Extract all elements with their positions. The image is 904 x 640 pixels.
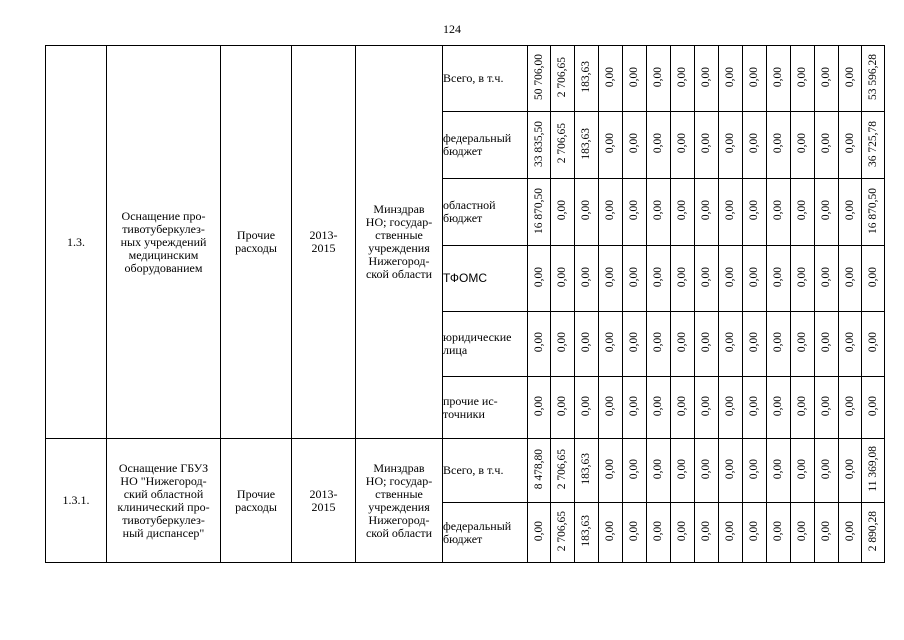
period: 2013- 2015 xyxy=(292,439,356,563)
value-text: 0,00 xyxy=(724,133,736,154)
value-cell xyxy=(647,179,671,246)
value-cell xyxy=(719,377,743,439)
value-text: 0,00 xyxy=(866,395,879,417)
value-cell xyxy=(767,312,791,377)
value-cell xyxy=(695,439,719,503)
value-cell xyxy=(528,439,551,503)
value-cell xyxy=(719,112,743,179)
value-cell xyxy=(551,377,575,439)
value-cell xyxy=(671,312,695,377)
value-cell xyxy=(528,377,551,439)
value-text: 0,00 xyxy=(652,395,664,417)
value-cell xyxy=(599,377,623,439)
value-cell xyxy=(599,246,623,312)
value-text: 0,00 xyxy=(724,520,736,542)
value-cell xyxy=(647,503,671,563)
value-cell xyxy=(671,377,695,439)
value-text: 0,00 xyxy=(748,520,760,542)
expense-type: Прочие расходы xyxy=(221,439,292,563)
value-cell xyxy=(575,246,599,312)
value-cell xyxy=(623,112,647,179)
value-cell xyxy=(599,46,623,112)
value-cell xyxy=(791,312,815,377)
value-cell xyxy=(528,503,551,563)
value-text: 0,00 xyxy=(843,133,856,154)
value-text: 0,00 xyxy=(820,133,832,154)
value-text: 0,00 xyxy=(796,200,808,221)
value-text: 0,00 xyxy=(772,200,784,221)
value-text: 0,00 xyxy=(700,395,712,417)
value-cell xyxy=(767,246,791,312)
value-text: 0,00 xyxy=(796,266,808,288)
value-cell xyxy=(862,246,885,312)
funding-source: Всего, в т.ч. xyxy=(443,46,528,112)
value-text: 0,00 xyxy=(628,266,640,288)
value-cell xyxy=(719,312,743,377)
value-text: 0,00 xyxy=(604,395,616,417)
value-cell xyxy=(551,46,575,112)
value-cell xyxy=(767,179,791,246)
value-text: 53 596,28 xyxy=(866,54,879,100)
expense-type: Прочие расходы xyxy=(221,46,292,439)
measure-code: 1.3.1. xyxy=(46,439,107,563)
value-cell xyxy=(839,439,862,503)
value-cell xyxy=(647,246,671,312)
value-cell xyxy=(623,246,647,312)
value-cell xyxy=(551,439,575,503)
value-text: 0,00 xyxy=(532,395,545,417)
value-cell xyxy=(671,246,695,312)
funding-source: прочие ис- точники xyxy=(443,377,528,439)
value-text: 0,00 xyxy=(796,66,808,88)
value-cell xyxy=(839,377,862,439)
value-text: 0,00 xyxy=(604,133,616,154)
value-text: 0,00 xyxy=(652,200,664,221)
table-row xyxy=(46,439,885,503)
value-text: 0,00 xyxy=(676,520,688,542)
value-cell xyxy=(862,503,885,563)
value-cell xyxy=(623,46,647,112)
value-text: 0,00 xyxy=(748,66,760,88)
value-cell xyxy=(791,246,815,312)
value-text: 0,00 xyxy=(676,266,688,288)
measure-code: 1.3. xyxy=(46,46,107,439)
value-cell xyxy=(551,179,575,246)
value-cell xyxy=(575,312,599,377)
value-cell xyxy=(743,46,767,112)
value-cell xyxy=(599,312,623,377)
value-text: 2 706,65 xyxy=(556,510,568,552)
value-cell xyxy=(767,46,791,112)
value-text: 0,00 xyxy=(843,332,856,353)
value-cell xyxy=(647,439,671,503)
value-text: 0,00 xyxy=(748,332,760,353)
value-cell xyxy=(839,179,862,246)
value-text: 0,00 xyxy=(700,520,712,542)
value-text: 0,00 xyxy=(772,332,784,353)
value-text: 0,00 xyxy=(748,200,760,221)
value-text: 2 706,65 xyxy=(556,448,568,490)
value-cell xyxy=(695,377,719,439)
value-cell xyxy=(575,179,599,246)
value-cell xyxy=(719,179,743,246)
value-cell xyxy=(599,503,623,563)
value-text: 0,00 xyxy=(652,133,664,154)
value-text: 0,00 xyxy=(700,200,712,221)
value-cell xyxy=(815,112,839,179)
value-text: 0,00 xyxy=(724,200,736,221)
value-cell xyxy=(647,46,671,112)
funding-source: федеральный бюджет xyxy=(443,112,528,179)
value-text: 0,00 xyxy=(772,266,784,288)
value-text: 0,00 xyxy=(652,66,664,88)
funding-source: юридические лица xyxy=(443,312,528,377)
value-text: 8 478,80 xyxy=(532,448,545,490)
value-cell xyxy=(528,179,551,246)
value-cell xyxy=(743,377,767,439)
value-cell xyxy=(623,377,647,439)
value-cell xyxy=(551,503,575,563)
value-text: 50 706,00 xyxy=(532,54,545,100)
value-text: 0,00 xyxy=(532,520,545,542)
budget-table xyxy=(45,45,885,563)
value-cell xyxy=(743,503,767,563)
value-text: 0,00 xyxy=(820,332,832,353)
funding-source: ТФОМС xyxy=(443,246,528,312)
value-text: 0,00 xyxy=(820,395,832,417)
value-cell xyxy=(791,503,815,563)
value-text: 0,00 xyxy=(628,133,640,154)
value-cell xyxy=(695,503,719,563)
value-text: 0,00 xyxy=(748,395,760,417)
value-cell xyxy=(671,46,695,112)
value-text: 0,00 xyxy=(748,266,760,288)
value-text: 0,00 xyxy=(628,66,640,88)
value-text: 0,00 xyxy=(580,332,592,353)
value-cell xyxy=(647,377,671,439)
value-cell xyxy=(815,503,839,563)
value-text: 0,00 xyxy=(796,458,808,480)
value-cell xyxy=(695,112,719,179)
value-text: 0,00 xyxy=(843,520,856,542)
value-cell xyxy=(815,46,839,112)
value-cell xyxy=(791,377,815,439)
value-text: 0,00 xyxy=(724,395,736,417)
value-cell xyxy=(671,503,695,563)
value-text: 0,00 xyxy=(628,395,640,417)
value-cell xyxy=(623,439,647,503)
value-text: 0,00 xyxy=(628,332,640,353)
value-cell xyxy=(623,503,647,563)
value-cell xyxy=(791,179,815,246)
value-cell xyxy=(719,246,743,312)
value-cell xyxy=(575,46,599,112)
value-text: 0,00 xyxy=(532,332,545,353)
value-cell xyxy=(528,312,551,377)
value-cell xyxy=(743,112,767,179)
value-cell xyxy=(551,112,575,179)
value-cell xyxy=(623,179,647,246)
value-text: 0,00 xyxy=(843,200,856,221)
value-text: 0,00 xyxy=(676,200,688,221)
funding-source: областной бюджет xyxy=(443,179,528,246)
value-text: 0,00 xyxy=(820,200,832,221)
value-cell xyxy=(767,377,791,439)
value-cell xyxy=(599,112,623,179)
value-text: 0,00 xyxy=(604,458,616,480)
value-text: 0,00 xyxy=(652,266,664,288)
value-cell xyxy=(551,312,575,377)
value-text: 0,00 xyxy=(700,66,712,88)
value-cell xyxy=(575,112,599,179)
value-cell xyxy=(862,312,885,377)
value-text: 2 706,65 xyxy=(556,123,568,164)
value-text: 0,00 xyxy=(676,332,688,353)
value-text: 0,00 xyxy=(700,266,712,288)
value-cell xyxy=(528,112,551,179)
value-cell xyxy=(695,312,719,377)
value-cell xyxy=(623,312,647,377)
value-text: 36 725,78 xyxy=(866,120,879,167)
value-text: 0,00 xyxy=(604,520,616,542)
value-text: 0,00 xyxy=(580,395,592,417)
value-text: 0,00 xyxy=(556,200,568,221)
value-cell xyxy=(743,312,767,377)
value-text: 0,00 xyxy=(676,395,688,417)
value-text: 0,00 xyxy=(556,332,568,353)
value-cell xyxy=(743,439,767,503)
value-cell xyxy=(599,439,623,503)
value-cell xyxy=(815,439,839,503)
value-cell xyxy=(839,312,862,377)
value-text: 0,00 xyxy=(820,66,832,88)
value-text: 0,00 xyxy=(772,66,784,88)
value-cell xyxy=(671,439,695,503)
value-cell xyxy=(791,112,815,179)
value-cell xyxy=(862,179,885,246)
value-cell xyxy=(862,439,885,503)
value-cell xyxy=(815,377,839,439)
value-text: 0,00 xyxy=(700,133,712,154)
value-text: 0,00 xyxy=(820,458,832,480)
table-body xyxy=(46,46,885,563)
value-cell xyxy=(695,179,719,246)
measure-name: Оснащение ГБУЗ НО "Нижегород- ский областной клинический про- тивотуберкулез- ный диспансер" xyxy=(107,439,221,563)
value-text: 0,00 xyxy=(628,520,640,542)
value-cell xyxy=(719,503,743,563)
value-cell xyxy=(767,503,791,563)
value-text: 0,00 xyxy=(796,332,808,353)
value-text: 0,00 xyxy=(796,395,808,417)
value-cell xyxy=(767,112,791,179)
value-text: 0,00 xyxy=(628,458,640,480)
value-cell xyxy=(671,112,695,179)
value-cell xyxy=(767,439,791,503)
value-cell xyxy=(815,312,839,377)
value-text: 183,63 xyxy=(580,127,592,160)
value-text: 0,00 xyxy=(772,520,784,542)
table-row xyxy=(46,46,885,112)
value-cell xyxy=(575,503,599,563)
value-cell xyxy=(695,46,719,112)
value-cell xyxy=(862,377,885,439)
value-text: 0,00 xyxy=(724,266,736,288)
value-text: 0,00 xyxy=(748,458,760,480)
value-text: 2 890,28 xyxy=(866,510,879,552)
value-text: 16 870,50 xyxy=(866,187,879,234)
executor: Минздрав НО; государ- ственные учреждения Нижегород- ской области xyxy=(356,46,443,439)
value-text: 0,00 xyxy=(843,66,856,88)
value-cell xyxy=(575,377,599,439)
value-cell xyxy=(719,439,743,503)
value-cell xyxy=(647,112,671,179)
value-cell xyxy=(743,246,767,312)
value-text: 16 870,50 xyxy=(532,187,545,234)
value-cell xyxy=(839,46,862,112)
value-cell xyxy=(528,246,551,312)
value-cell xyxy=(791,46,815,112)
value-text: 183,63 xyxy=(580,453,592,485)
value-text: 0,00 xyxy=(652,458,664,480)
value-cell xyxy=(575,439,599,503)
value-cell xyxy=(839,503,862,563)
value-text: 0,00 xyxy=(820,520,832,542)
value-cell xyxy=(719,46,743,112)
value-cell xyxy=(695,246,719,312)
value-text: 0,00 xyxy=(628,200,640,221)
value-text: 0,00 xyxy=(843,458,856,480)
value-text: 0,00 xyxy=(580,200,592,221)
funding-source: Всего, в т.ч. xyxy=(443,439,528,503)
value-cell xyxy=(599,179,623,246)
value-text: 0,00 xyxy=(676,458,688,480)
value-cell xyxy=(839,112,862,179)
page-number: 124 xyxy=(443,22,461,36)
value-text: 0,00 xyxy=(652,332,664,353)
value-text: 0,00 xyxy=(604,332,616,353)
value-text: 0,00 xyxy=(843,266,856,288)
value-text: 0,00 xyxy=(843,395,856,417)
value-text: 0,00 xyxy=(796,133,808,154)
value-text: 0,00 xyxy=(556,266,568,288)
value-text: 33 835,50 xyxy=(532,120,545,167)
value-text: 0,00 xyxy=(724,458,736,480)
value-cell xyxy=(815,246,839,312)
value-text: 0,00 xyxy=(580,266,592,288)
value-text: 0,00 xyxy=(772,458,784,480)
value-text: 0,00 xyxy=(748,133,760,154)
measure-name: Оснащение про- тивотуберкулез- ных учреждений медицинским оборудованием xyxy=(107,46,221,439)
value-text: 0,00 xyxy=(604,266,616,288)
value-text: 2 706,65 xyxy=(556,56,568,98)
value-cell xyxy=(528,46,551,112)
value-text: 0,00 xyxy=(604,66,616,88)
value-cell xyxy=(551,246,575,312)
executor: Минздрав НО; государ- ственные учреждения Нижегород- ской области xyxy=(356,439,443,563)
value-cell xyxy=(743,179,767,246)
value-text: 0,00 xyxy=(724,332,736,353)
value-text: 183,63 xyxy=(580,515,592,547)
value-text: 0,00 xyxy=(866,332,879,353)
value-text: 0,00 xyxy=(676,133,688,154)
value-cell xyxy=(862,46,885,112)
value-cell xyxy=(815,179,839,246)
value-cell xyxy=(791,439,815,503)
value-text: 0,00 xyxy=(532,266,545,288)
value-text: 0,00 xyxy=(820,266,832,288)
value-cell xyxy=(671,179,695,246)
funding-source: федеральный бюджет xyxy=(443,503,528,563)
value-text: 0,00 xyxy=(652,520,664,542)
value-cell xyxy=(862,112,885,179)
value-text: 11 369,08 xyxy=(866,446,879,492)
value-text: 0,00 xyxy=(556,395,568,417)
value-text: 0,00 xyxy=(700,458,712,480)
period: 2013- 2015 xyxy=(292,46,356,439)
value-cell xyxy=(839,246,862,312)
value-text: 0,00 xyxy=(604,200,616,221)
value-cell xyxy=(647,312,671,377)
value-text: 183,63 xyxy=(580,61,592,93)
value-text: 0,00 xyxy=(700,332,712,353)
value-text: 0,00 xyxy=(772,395,784,417)
value-text: 0,00 xyxy=(796,520,808,542)
value-text: 0,00 xyxy=(866,266,879,288)
value-text: 0,00 xyxy=(772,133,784,154)
value-text: 0,00 xyxy=(676,66,688,88)
value-text: 0,00 xyxy=(724,66,736,88)
